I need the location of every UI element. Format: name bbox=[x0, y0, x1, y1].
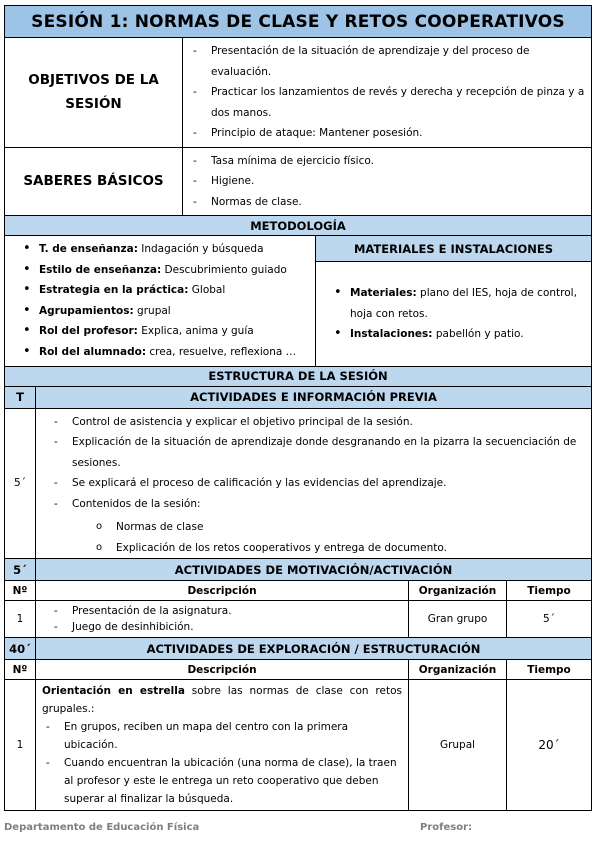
motivacion-item: - Juego de desinhibición. bbox=[50, 619, 402, 635]
objetivos-list bbox=[183, 38, 591, 147]
estructura-header: ESTRUCTURA DE LA SESIÓN bbox=[5, 366, 592, 386]
footer-teacher: Profesor: bbox=[420, 822, 473, 833]
previa-list bbox=[36, 409, 591, 518]
motivacion-col-n: Nº bbox=[5, 581, 36, 601]
motivacion-col-desc: Descripción bbox=[36, 581, 409, 601]
exploracion-col-time: Tiempo bbox=[507, 660, 592, 680]
previa-cell bbox=[36, 408, 592, 559]
metodologia-list bbox=[5, 236, 315, 366]
motivacion-row-time: 5´ bbox=[507, 601, 592, 638]
exploracion-col-n: Nº bbox=[5, 660, 36, 680]
objetivos-label: OBJETIVOS DE LA SESIÓN bbox=[5, 38, 183, 148]
exploracion-intro: Orientación en estrella sobre las normas de clase con retos grupales.: bbox=[42, 685, 402, 716]
motivacion-time: 5´ bbox=[5, 559, 36, 581]
t-label: T bbox=[5, 386, 36, 408]
previa-sublist bbox=[36, 517, 591, 558]
exploracion-item: - Cuando encuentran la ubicación (una norma de clase), la traen al profesor y este le entrega un reto cooperativo que deben superar al finalizar la búsqueda. bbox=[42, 754, 402, 808]
previa-subitem: o Normas de clase bbox=[96, 517, 591, 538]
previa-item: - Explicación de la situación de aprendizaje donde desgranando en la pizarra la secuenciación de sesiones. bbox=[50, 432, 585, 473]
saberes-list bbox=[183, 148, 591, 216]
motivacion-row-desc bbox=[36, 601, 409, 638]
metodologia-table bbox=[4, 215, 592, 367]
objetivos-cell bbox=[183, 38, 592, 148]
exploracion-header: ACTIVIDADES DE EXPLORACIÓN / ESTRUCTURACIÓN bbox=[36, 638, 592, 660]
exploracion-list bbox=[42, 718, 402, 808]
materiales-header: MATERIALES E INSTALACIONES bbox=[316, 236, 592, 262]
exploracion-time: 40´ bbox=[5, 638, 36, 660]
exploracion-row-n: 1 bbox=[5, 680, 36, 811]
motivacion-header: ACTIVIDADES DE MOTIVACIÓN/ACTIVACIÓN bbox=[36, 559, 592, 581]
session-header-table bbox=[4, 5, 592, 216]
metodologia-item: • Estilo de enseñanza: Descubrimiento guiado bbox=[23, 260, 309, 281]
saber-item: - Tasa mínima de ejercicio físico. bbox=[189, 151, 585, 172]
materiales-list bbox=[316, 280, 591, 348]
materiales-cell bbox=[316, 262, 592, 366]
session-title: SESIÓN 1: NORMAS DE CLASE Y RETOS COOPERATIVOS bbox=[5, 6, 592, 38]
objetivo-item: - Presentación de la situación de aprendizaje y del proceso de evaluación. bbox=[189, 41, 585, 82]
metodologia-item: • T. de enseñanza: Indagación y búsqueda bbox=[23, 239, 309, 260]
material-item: • Instalaciones: pabellón y patio. bbox=[334, 324, 585, 345]
motivacion-col-org: Organización bbox=[409, 581, 507, 601]
exploracion-row-time: 20´ bbox=[507, 680, 592, 811]
exploracion-col-org: Organización bbox=[409, 660, 507, 680]
metodologia-item: • Estrategia en la práctica: Global bbox=[23, 280, 309, 301]
objetivo-item: - Practicar los lanzamientos de revés y derecha y recepción de pinza y a dos manos. bbox=[189, 82, 585, 123]
session-document bbox=[4, 5, 592, 811]
motivacion-item: - Presentación de la asignatura. bbox=[50, 603, 402, 619]
metodologia-item: • Agrupamientos: grupal bbox=[23, 301, 309, 322]
metodologia-item: • Rol del profesor: Explica, anima y guía bbox=[23, 321, 309, 342]
metodologia-header: METODOLOGÍA bbox=[5, 216, 592, 236]
motivacion-row-n: 1 bbox=[5, 601, 36, 638]
saber-item: - Normas de clase. bbox=[189, 192, 585, 213]
objetivo-item: - Principio de ataque: Mantener posesión. bbox=[189, 123, 585, 144]
footer-department: Departamento de Educación Física bbox=[4, 822, 200, 833]
previa-item: - Contenidos de la sesión: bbox=[50, 494, 585, 515]
previa-time: 5´ bbox=[5, 408, 36, 559]
metodologia-item: • Rol del alumnado: crea, resuelve, reflexiona … bbox=[23, 342, 309, 363]
previa-subitem: o Explicación de los retos cooperativos y entrega de documento. bbox=[96, 538, 591, 559]
metodologia-cell bbox=[5, 236, 316, 367]
motivacion-col-time: Tiempo bbox=[507, 581, 592, 601]
motivacion-row-org: Gran grupo bbox=[409, 601, 507, 638]
saber-item: - Higiene. bbox=[189, 171, 585, 192]
exploracion-item: - En grupos, reciben un mapa del centro con la primera ubicación. bbox=[42, 718, 402, 754]
previa-item: - Se explicará el proceso de calificación y las evidencias del aprendizaje. bbox=[50, 473, 585, 494]
saberes-label: SABERES BÁSICOS bbox=[5, 147, 183, 216]
exploracion-col-desc: Descripción bbox=[36, 660, 409, 680]
material-item: • Materiales: plano del IES, hoja de control, hoja con retos. bbox=[334, 283, 585, 324]
exploracion-row-org: Grupal bbox=[409, 680, 507, 811]
exploracion-row-desc bbox=[36, 680, 409, 811]
saberes-cell bbox=[183, 147, 592, 216]
previa-header: ACTIVIDADES E INFORMACIÓN PREVIA bbox=[36, 386, 592, 408]
estructura-table bbox=[4, 366, 592, 812]
previa-item: - Control de asistencia y explicar el objetivo principal de la sesión. bbox=[50, 412, 585, 433]
motivacion-list bbox=[36, 602, 408, 636]
